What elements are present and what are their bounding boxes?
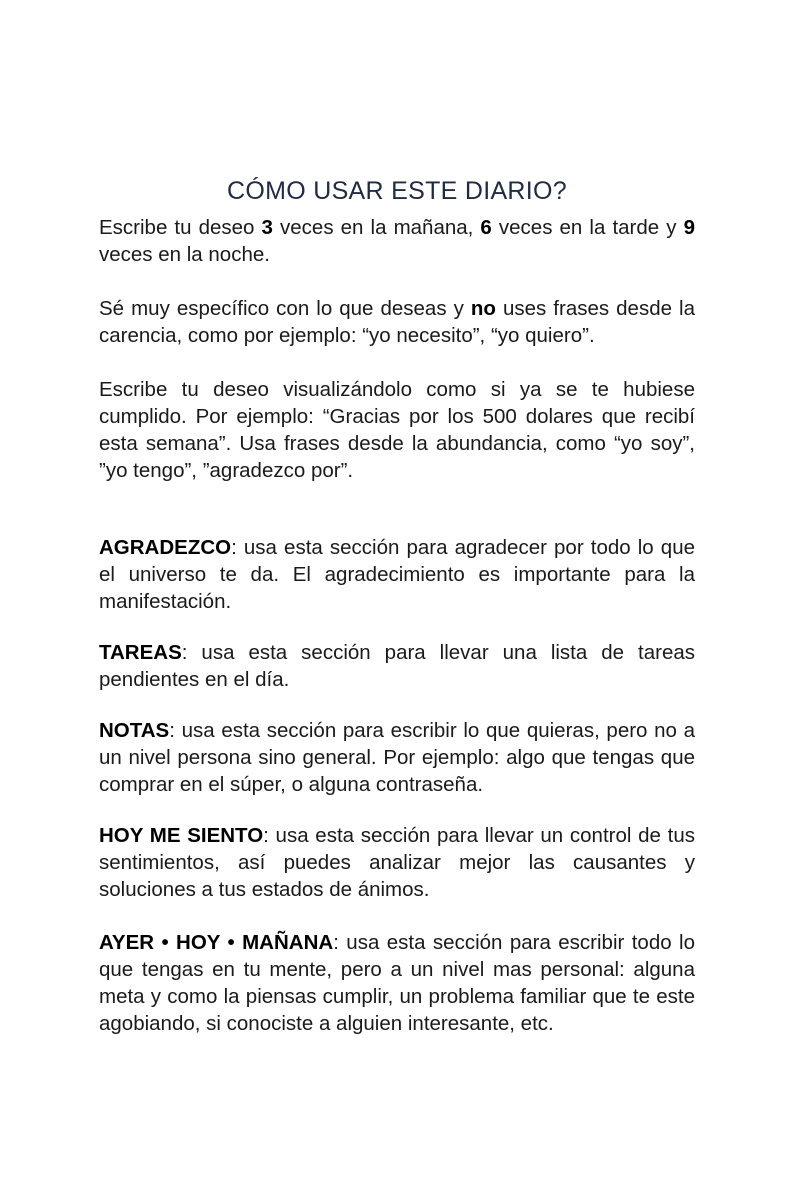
section-term-ayer-hoy-manana: AYER • HOY • MAÑANA	[99, 931, 334, 954]
section-desc-text: : usa esta sección para llevar un control de tus sentimientos, así puedes analizar mejor las causantes y soluciones a tus estados de ánimos.	[99, 824, 695, 901]
section-description-agradezco	[99, 534, 695, 615]
section-term-notas: NOTAS	[99, 719, 170, 742]
bold-number-afternoon: 6	[480, 216, 492, 239]
text-span: veces en la noche.	[99, 243, 270, 266]
section-desc-text: : usa esta sección para escribir lo que quieras, pero no a un nivel persona sino general. Por ejemplo: algo que tengas que comprar en el súper, o alguna contraseña.	[99, 719, 695, 796]
section-term-tareas: TAREAS	[99, 641, 182, 664]
text-span: Sé muy específico con lo que deseas y	[99, 297, 471, 320]
text-span: Escribe tu deseo	[99, 216, 262, 239]
text-span: veces en la mañana,	[272, 216, 481, 239]
section-desc-text: : usa esta sección para agradecer por todo lo que el universo te da. El agradecimiento es importante para la manifestación.	[99, 536, 695, 613]
section-term-hoy-me-siento: HOY ME SIENTO	[99, 824, 264, 847]
section-desc-text: : usa esta sección para llevar una lista de tareas pendientes en el día.	[99, 641, 695, 691]
bold-number-night: 9	[683, 216, 695, 239]
instruction-paragraph-specific	[99, 295, 695, 349]
section-description-ayer-hoy-manana	[99, 929, 695, 1037]
text-span: veces en la tarde y	[491, 216, 684, 239]
bold-no: no	[470, 297, 496, 320]
section-description-tareas	[99, 639, 695, 693]
section-description-notas	[99, 717, 695, 798]
bold-number-morning: 3	[261, 216, 273, 239]
section-desc-text: : usa esta sección para escribir todo lo que tengas en tu mente, pero a un nivel mas personal: alguna meta y como la piensas cumplir, un problema familiar que te este agobiando, si conociste a alguien interesante, etc.	[99, 931, 695, 1035]
instruction-paragraph-repetitions	[99, 214, 695, 268]
page-title: CÓMO USAR ESTE DIARIO?	[227, 176, 567, 205]
section-term-agradezco: AGRADEZCO	[99, 536, 232, 559]
instruction-paragraph-visualize: Escribe tu deseo visualizándolo como si ya se te hubiese cumplido. Por ejemplo: “Gracias por los 500 dolares que recibí esta semana”. Usa frases desde la abundancia, como “yo soy”, ”yo tengo”, ”agradezco por”.	[99, 378, 695, 482]
section-description-hoy-me-siento	[99, 822, 695, 903]
text-span: uses frases desde la carencia, como por ejemplo: “yo necesito”, “yo quiero”.	[99, 297, 695, 347]
